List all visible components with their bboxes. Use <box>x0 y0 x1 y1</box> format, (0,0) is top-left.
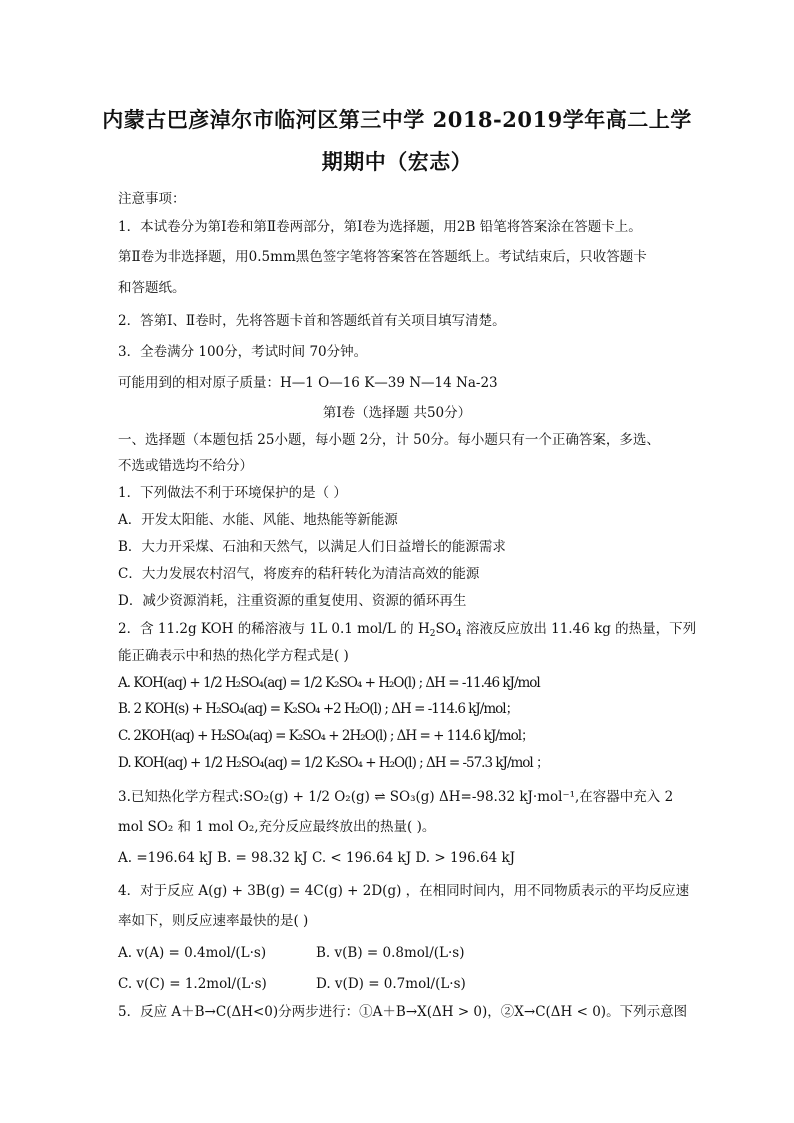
q2-option-a: A. KOH(aq) + 1/2 H₂SO₄(aq) = 1/2 K₂SO₄ + H₂O(l) ; ΔH = -11.46 kJ/mol <box>118 675 540 691</box>
q3-options: A. =196.64 kJ B. = 98.32 kJ C. < 196.64 kJ D. > 196.64 kJ <box>118 850 516 866</box>
q2-stem-part1: 2．含 11.2g KOH 的稀溶液与 1L 0.1 mol/L 的 H <box>118 621 430 637</box>
q2-stem-sub1: 2 <box>429 629 436 639</box>
notice-item-1-end: 和答题纸。 <box>118 280 186 296</box>
q1-option-c: C．大力发展农村沼气，将废弃的秸秆转化为清洁高效的能源 <box>118 566 480 582</box>
q2-option-b: B. 2 KOH(s) + H₂SO₄(aq) = K₂SO₄ +2 H₂O(l) ; ΔH = -114.6 kJ/mol； <box>118 701 519 717</box>
doc-title-line2: 期期中（宏志） <box>321 149 473 174</box>
q4-option-a: A. v(A) = 0.4mol/(L·s) <box>118 945 267 961</box>
section-description: 一、选择题（本题包括 25小题，每小题 2分，计 50分。每小题只有一个正确答案，多选、 <box>118 432 660 448</box>
q2-stem <box>118 620 696 638</box>
q4-option-b: B. v(B) = 0.8mol/(L·s) <box>316 945 465 961</box>
q4-option-c: C. v(C) = 1.2mol/(L·s) <box>118 976 267 992</box>
notice-item-3: 3．全卷满分 100分，考试时间 70分钟。 <box>118 344 368 360</box>
q1-option-b: B．大力开采煤、石油和天然气，以满足人们日益增长的能源需求 <box>118 539 506 555</box>
notice-item-1-cont: 第Ⅱ卷为非选择题，用0.5mm黑色签字笔将答案答在答题纸上。考试结束后，只收答题卡 <box>118 249 647 265</box>
notice-item-1: 1．本试卷分为第Ⅰ卷和第Ⅱ卷两部分，第Ⅰ卷为选择题，用2B 铅笔将答案涂在答题卡上。 <box>118 219 642 235</box>
q1-stem: 1．下列做法不利于环境保护的是（ ） <box>118 485 347 501</box>
q3-stem: 3.已知热化学方程式:SO₂(g) + 1/2 O₂(g) ⇌ SO₃(g) ΔH=-98.32 kJ·mol⁻¹,在容器中充入 2 <box>118 789 674 805</box>
q2-option-c: C. 2KOH(aq) + H₂SO₄(aq) = K₂SO₄ + 2H₂O(l) ; ΔH = + 114.6 kJ/mol； <box>118 728 534 744</box>
notice-item-2: 2．答第Ⅰ、Ⅱ卷时，先将答题卡首和答题纸首有关项目填写清楚。 <box>118 313 506 329</box>
section-description-cont: 不选或错选均不给分） <box>118 458 253 474</box>
q2-stem-part2: SO <box>435 621 456 637</box>
doc-title-line1: 内蒙古巴彦淖尔市临河区第三中学 2018-2019学年高二上学 <box>102 107 692 132</box>
section-title: 第Ⅰ卷（选择题 共50分） <box>322 405 472 421</box>
q4-option-d: D. v(D) = 0.7mol/(L·s) <box>316 976 466 992</box>
atomic-mass-line: 可能用到的相对原子质量：H—1 O—16 K—39 N—14 Na-23 <box>118 375 498 391</box>
q4-stem-cont: 率如下，则反应速率最快的是( ) <box>118 913 309 929</box>
q1-option-d: D．减少资源消耗，注重资源的重复使用、资源的循环再生 <box>118 593 467 609</box>
q5-stem: 5．反应 A＋B→C(ΔH<0)分两步进行：①A＋B→X(ΔH > 0)，②X→C(ΔH < 0)。下列示意图 <box>118 1004 688 1020</box>
q3-stem-cont: mol SO₂ 和 1 mol O₂,充分反应最终放出的热量( )。 <box>118 819 436 835</box>
q2-stem-part3: 溶液反应放出 11.46 kg 的热量，下列 <box>461 621 697 637</box>
q2-option-d: D. KOH(aq) + 1/2 H₂SO₄(aq) = 1/2 K₂SO₄ + H₂O(l) ; ΔH = -57.3 kJ/mol ； <box>118 755 549 771</box>
q1-option-a: A．开发太阳能、水能、风能、地热能等新能源 <box>118 512 398 528</box>
notice-heading: 注意事项： <box>118 191 186 207</box>
q4-stem: 4．对于反应 A(g) + 3B(g) = 4C(g) + 2D(g) ，在相同时间内，用不同物质表示的平均反应速 <box>118 883 690 899</box>
q2-stem-sub2: 4 <box>455 629 462 639</box>
q2-stem-cont: 能正确表示中和热的热化学方程式是( ) <box>118 648 349 664</box>
